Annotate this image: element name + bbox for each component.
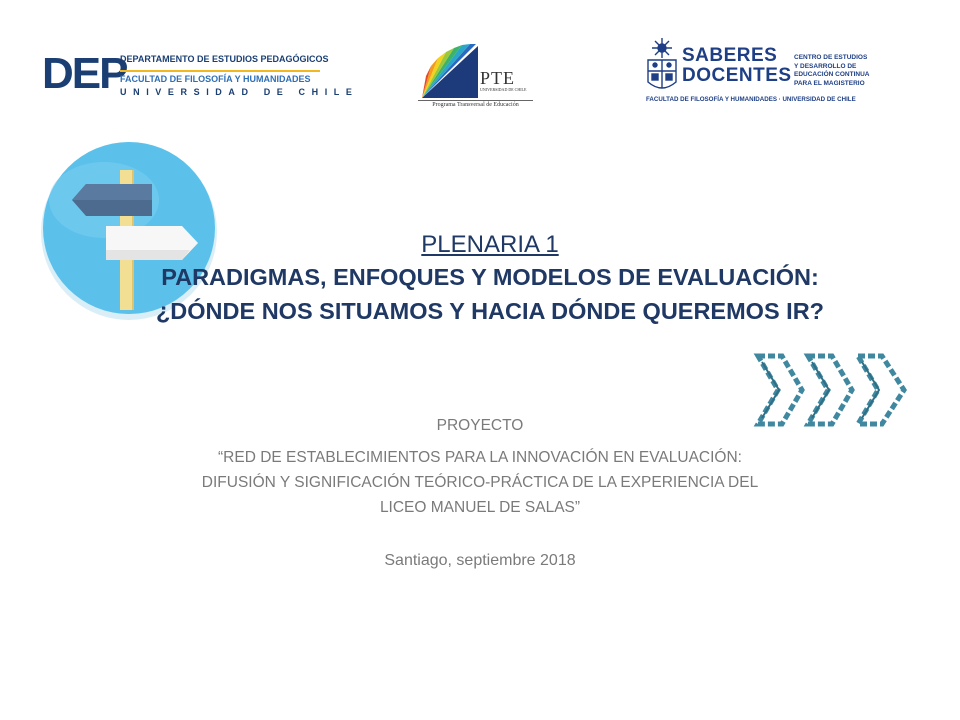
dep-logo-line2: FACULTAD DE FILOSOFÍA Y HUMANIDADES bbox=[120, 70, 320, 85]
dep-logo-line1: DEPARTAMENTO DE ESTUDIOS PEDAGÓGICOS bbox=[120, 54, 329, 64]
saberes-side-text bbox=[794, 54, 900, 88]
subtitle-project-label: PROYECTO bbox=[436, 417, 524, 434]
saberes-side-line: PARA EL MAGISTERIO bbox=[794, 79, 865, 87]
subtitle-description-line: “RED DE ESTABLECIMIENTOS PARA LA INNOVACIÓN EN EVALUACIÓN: bbox=[218, 449, 742, 466]
pte-fan-icon bbox=[418, 42, 533, 102]
saberes-side-line: CENTRO DE ESTUDIOS bbox=[794, 54, 868, 61]
university-seal-icon bbox=[642, 38, 682, 96]
subtitle-description-line: LICEO MANUEL DE SALAS” bbox=[379, 499, 581, 516]
title-line-question: ¿DÓNDE NOS SITUAMOS Y HACIA DÓNDE QUEREMOS IR? bbox=[155, 298, 825, 324]
subtitle-description-line: DIFUSIÓN Y SIGNIFICACIÓN TEÓRICO-PRÁCTICA DE LA EXPERIENCIA DEL bbox=[201, 474, 759, 491]
saberes-side-line: EDUCACIÓN CONTINUA bbox=[794, 71, 870, 78]
dep-logo bbox=[42, 48, 359, 106]
saberes-title-line1: SABERES bbox=[682, 45, 778, 66]
pte-logo-caption: Programa Transversal de Educación bbox=[418, 100, 533, 108]
pte-logo bbox=[418, 42, 533, 110]
dep-logo-line3: UNIVERSIDAD DE CHILE bbox=[120, 87, 359, 97]
slide-title bbox=[60, 230, 920, 328]
saberes-footer: FACULTAD DE FILOSOFÍA Y HUMANIDADES · UNIVERSIDAD DE CHILE bbox=[646, 96, 856, 103]
dep-logo-letters: DEP bbox=[42, 49, 127, 98]
saberes-title-line2: DOCENTES bbox=[682, 65, 792, 86]
pte-logo-sub: UNIVERSIDAD DE CHILE bbox=[480, 87, 527, 92]
subtitle-date: Santiago, septiembre 2018 bbox=[384, 552, 576, 569]
saberes-side-line: Y DESARROLLO DE bbox=[794, 62, 857, 70]
pte-logo-word: PTE bbox=[480, 68, 516, 88]
title-line-plenaria: PLENARIA 1 bbox=[421, 231, 559, 258]
title-line-paradigmas: PARADIGMAS, ENFOQUES Y MODELOS DE EVALUACIÓN: bbox=[161, 264, 819, 290]
slide-subtitle bbox=[140, 415, 820, 572]
saberes-docentes-logo bbox=[640, 38, 900, 110]
